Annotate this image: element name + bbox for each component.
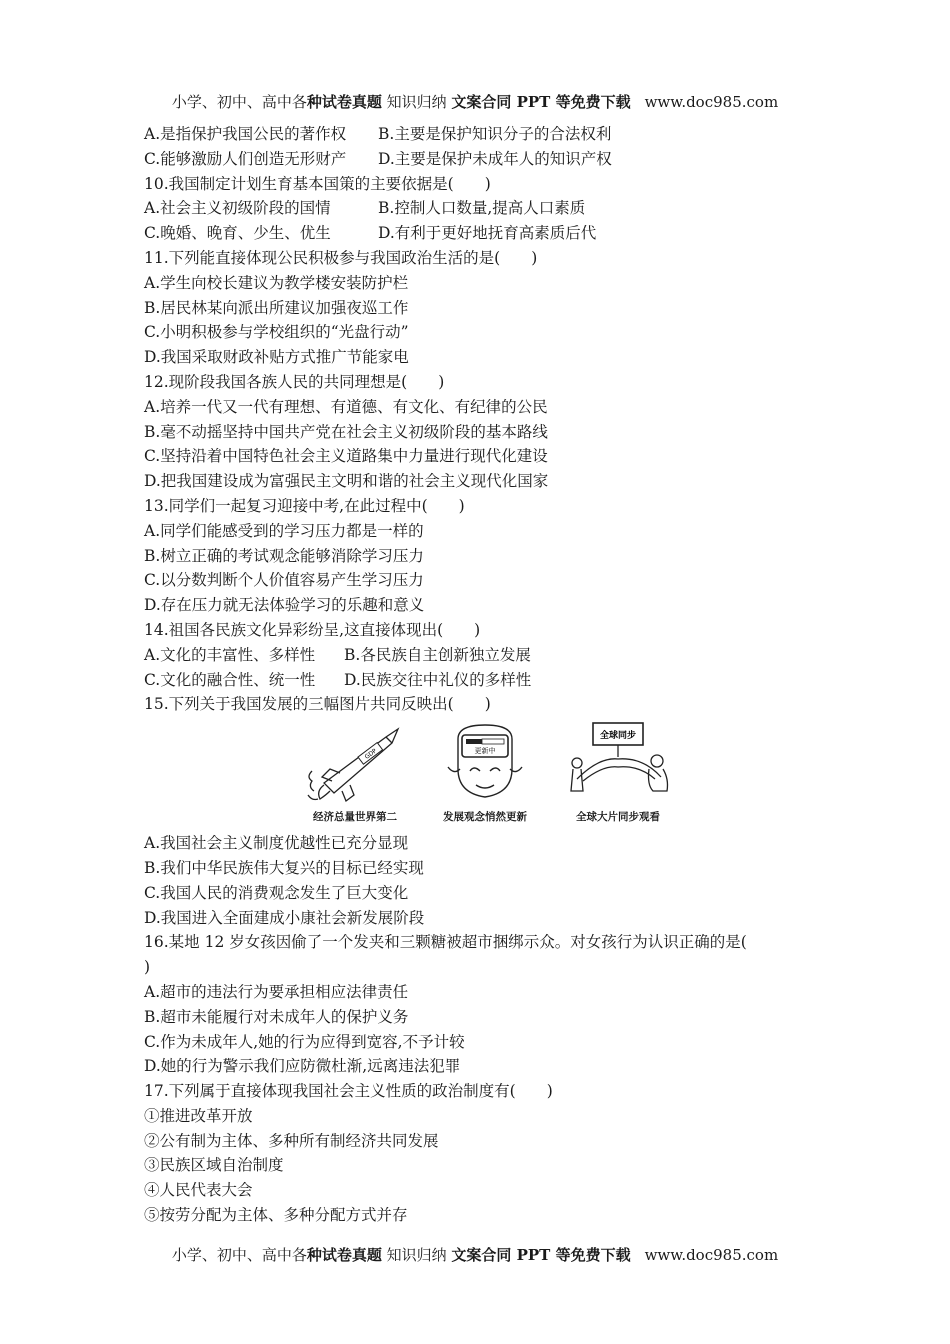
q17-item-5: ⑤按劳分配为主体、多种分配方式并存 xyxy=(144,1206,408,1225)
q14-option-d: D.民族交往中礼仪的多样性 xyxy=(344,670,532,689)
q12-option-b: B.毫不动摇坚持中国共产党在社会主义初级阶段的基本路线 xyxy=(144,422,548,441)
q17-item-2: ②公有制为主体、多种所有制经济共同发展 xyxy=(144,1131,439,1150)
figure-3-label: 全球同步 xyxy=(599,731,637,742)
q16-stem: 16.某地 12 岁女孩因偷了一个发夹和三颗糖被超市捆绑示众。对女孩行为认识正确的是( xyxy=(144,933,747,952)
q16-option-a: A.超市的违法行为要承担相应法律责任 xyxy=(144,982,409,1001)
q15-option-b: B.我们中华民族伟大复兴的目标已经实现 xyxy=(144,858,424,877)
q12-option-c: C.坚持沿着中国特色社会主义道路集中力量进行现代化建设 xyxy=(144,447,548,466)
q14-option-a: A.文化的丰富性、多样性 xyxy=(144,645,316,664)
q13-option-b: B.树立正确的考试观念能够消除学习压力 xyxy=(144,546,424,565)
q10-option-d: D.有利于更好地抚育高素质后代 xyxy=(378,224,597,243)
q10-options-cd xyxy=(144,221,804,246)
q13-option-a: A.同学们能感受到的学习压力都是一样的 xyxy=(144,521,424,540)
q12-option-a: A.培养一代又一代有理想、有道德、有文化、有纪律的公民 xyxy=(144,397,548,416)
rocket-icon xyxy=(300,719,410,803)
figure-2-caption: 发展观念悄然更新 xyxy=(443,811,527,824)
q10-options-ab xyxy=(144,196,804,221)
figure-2-label: 更新中 xyxy=(474,747,496,756)
header-text-3: 文案合同 PPT 等免费下载 xyxy=(451,93,631,111)
q14-options-ab xyxy=(144,643,804,668)
q11-option-d: D.我国采取财政补贴方式推广节能家电 xyxy=(144,348,409,367)
q9-options-ab xyxy=(144,122,804,147)
q15-figure-2 xyxy=(430,719,540,830)
q13-option-c: C.以分数判断个人价值容易产生学习压力 xyxy=(144,571,424,590)
q9-option-a: A.是指保护我国公民的著作权 xyxy=(144,125,347,143)
page-footer xyxy=(0,1244,950,1265)
q14-stem: 14.祖国各民族文化异彩纷呈,这直接体现出( ) xyxy=(144,620,481,639)
q14-option-c: C.文化的融合性、统一性 xyxy=(144,670,316,689)
global-sync-icon xyxy=(563,719,673,803)
header-text-2: 知识归纳 xyxy=(381,93,452,111)
q13-stem: 13.同学们一起复习迎接中考,在此过程中( ) xyxy=(144,496,465,515)
q9-option-d: D.主要是保护未成年人的知识产权 xyxy=(378,149,612,168)
q16-stem-cont: ) xyxy=(144,958,151,977)
q10-option-c: C.晚婚、晚育、少生、优生 xyxy=(144,224,331,243)
q14-option-b: B.各民族自主创新独立发展 xyxy=(344,645,531,664)
q17-item-4: ④人民代表大会 xyxy=(144,1181,253,1200)
q11-option-b: B.居民林某向派出所建议加强夜巡工作 xyxy=(144,298,409,317)
q9-option-c: C.能够激励人们创造无形财产 xyxy=(144,149,347,168)
q11-option-a: A.学生向校长建议为教学楼安装防护栏 xyxy=(144,273,409,292)
q14-options-cd xyxy=(144,668,804,693)
q11-stem: 11.下列能直接体现公民积极参与我国政治生活的是( ) xyxy=(144,248,538,267)
q10-stem: 10.我国制定计划生育基本国策的主要依据是( ) xyxy=(144,174,491,193)
figure-3-caption: 全球大片同步观看 xyxy=(576,811,660,824)
footer-text-2: 知识归纳 xyxy=(381,1246,452,1264)
q15-option-a: A.我国社会主义制度优越性已充分显现 xyxy=(144,834,409,853)
footer-bold-1: 种试卷真题 xyxy=(306,1246,382,1264)
q11-option-c: C.小明积极参与学校组织的“光盘行动” xyxy=(144,323,409,342)
header-bold-1: 种试卷真题 xyxy=(306,93,382,111)
figure-1-label: GDP xyxy=(363,747,379,761)
q16-option-d: D.她的行为警示我们应防微杜渐,远离违法犯罪 xyxy=(144,1057,461,1076)
q9-option-b: B.主要是保护知识分子的合法权利 xyxy=(378,125,612,143)
footer-url[interactable]: www.doc985.com xyxy=(644,1246,779,1264)
q13-option-d: D.存在压力就无法体验学习的乐趣和意义 xyxy=(144,596,425,615)
footer-text-3: 文案合同 PPT 等免费下载 xyxy=(451,1246,631,1264)
q15-stem: 15.下列关于我国发展的三幅图片共同反映出( ) xyxy=(144,695,491,714)
q12-stem: 12.现阶段我国各族人民的共同理想是( ) xyxy=(144,372,445,391)
q15-option-d: D.我国进入全面建成小康社会新发展阶段 xyxy=(144,908,425,927)
q15-option-c: C.我国人民的消费观念发生了巨大变化 xyxy=(144,883,409,902)
q10-option-b: B.控制人口数量,提高人口素质 xyxy=(378,199,586,218)
q16-option-b: B.超市未能履行对未成年人的保护义务 xyxy=(144,1007,409,1026)
q17-item-1: ①推进改革开放 xyxy=(144,1106,253,1125)
q17-item-3: ③民族区域自治制度 xyxy=(144,1156,284,1175)
q12-option-d: D.把我国建设成为富强民主文明和谐的社会主义现代化国家 xyxy=(144,472,549,491)
head-update-icon xyxy=(440,719,530,803)
q9-options-cd xyxy=(144,147,804,172)
page-header xyxy=(0,91,950,112)
footer-text-1: 小学、初中、高中各 xyxy=(171,1246,307,1264)
q10-option-a: A.社会主义初级阶段的国情 xyxy=(144,199,331,218)
header-text-1: 小学、初中、高中各 xyxy=(171,93,307,111)
header-url[interactable]: www.doc985.com xyxy=(644,93,779,111)
q16-option-c: C.作为未成年人,她的行为应得到宽容,不予计较 xyxy=(144,1032,465,1051)
q15-figure-1 xyxy=(292,719,418,830)
exam-content xyxy=(144,122,804,1228)
q15-figure-3 xyxy=(556,719,680,830)
figure-1-caption: 经济总量世界第二 xyxy=(313,811,397,824)
q17-stem: 17.下列属于直接体现我国社会主义性质的政治制度有( ) xyxy=(144,1082,553,1101)
q15-figures xyxy=(144,719,804,827)
